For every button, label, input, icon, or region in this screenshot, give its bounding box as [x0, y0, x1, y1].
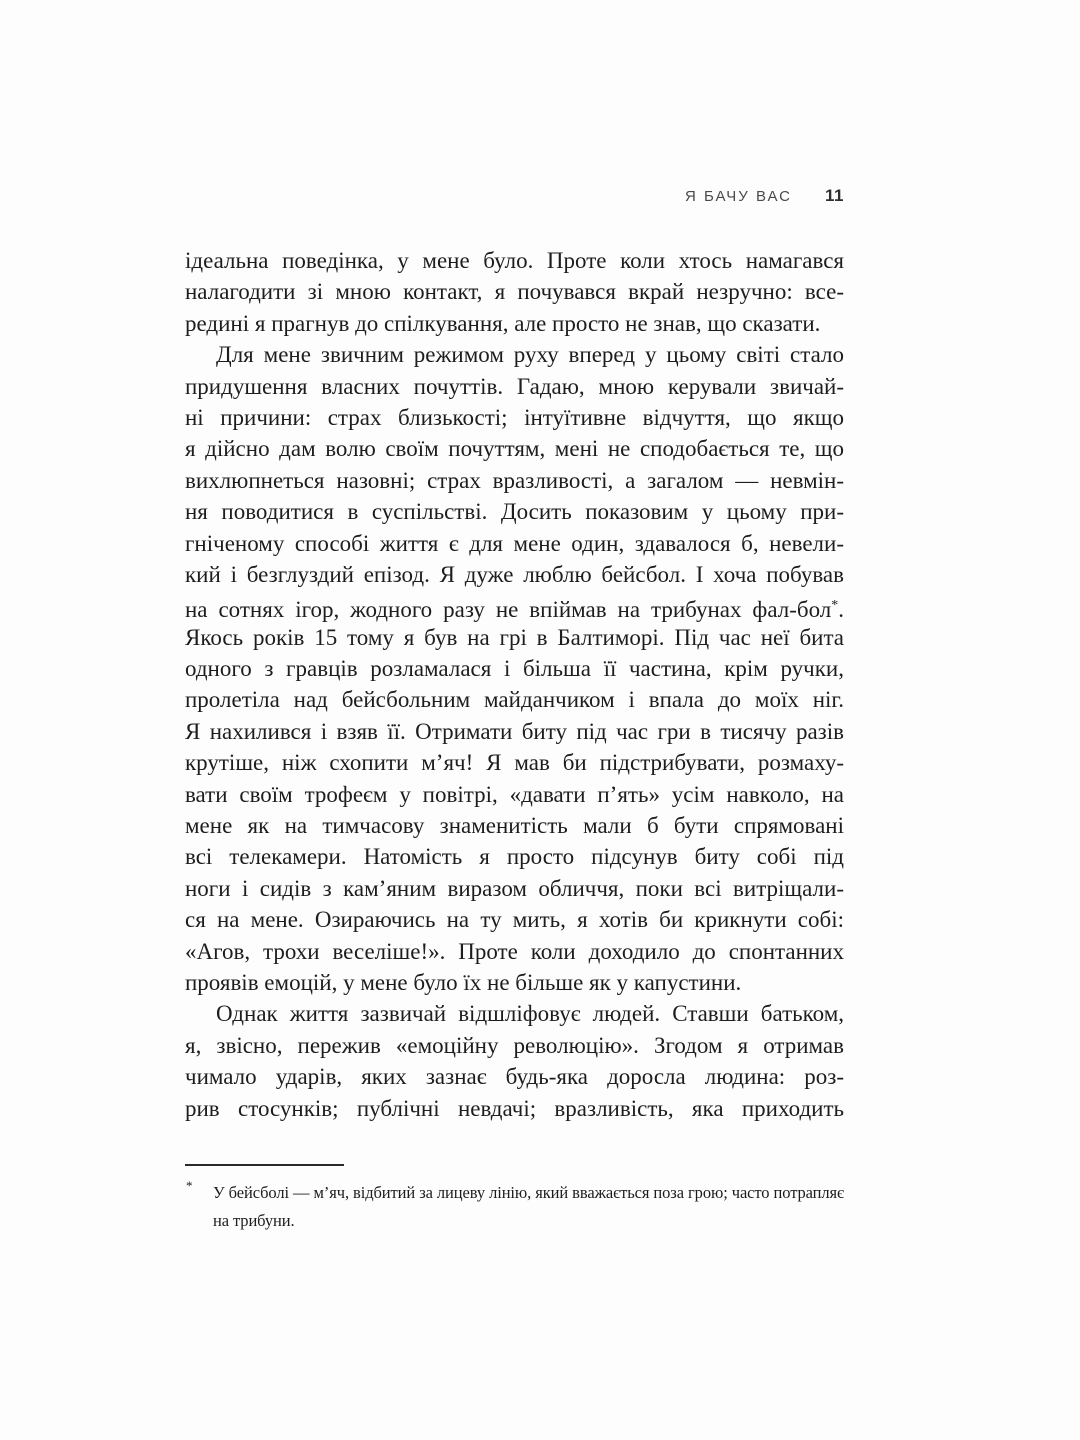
- text-segment: У бейсболі — м’яч, відбитий за лицеву лінію, який вважається поза грою; часто потрапляє: [213, 1182, 844, 1202]
- text-segment: рив стосунків; публічні невдачі; вразливість, яка приходить: [185, 1095, 844, 1121]
- text-line: [185, 747, 844, 778]
- text-line: [185, 371, 844, 402]
- text-line: [185, 904, 844, 935]
- text-segment: Однак життя зазвичай відшліфовує людей. Ставши батьком,: [216, 1001, 844, 1027]
- text-segment: пролетіла над бейсбольним майданчиком і впала до моїх ніг.: [185, 687, 844, 713]
- text-segment: крутіше, ніж схопити м’яч! Я мав би підстрибувати, розмаху-: [185, 750, 844, 776]
- text-segment: чимало ударів, яких зазнає будь-яка доросла людина: роз-: [185, 1064, 844, 1090]
- text-segment: ні причини: страх близькості; інтуїтивне відчуття, що якщо: [185, 404, 844, 430]
- text-line: [185, 433, 844, 464]
- text-segment: на трибуни.: [213, 1210, 295, 1230]
- text-segment: ідеальна поведінка, у мене було. Проте коли хтось намагався: [185, 248, 844, 273]
- text-segment: гніченому способі життя є для мене один, здавалося б, невели-: [185, 530, 844, 556]
- text-line: [213, 1207, 844, 1235]
- text-line: [185, 810, 844, 841]
- text-segment: я, звісно, пережив «емоційну революцію». Згодом я отримав: [185, 1032, 844, 1058]
- text-segment: ноги і сидів з кам’яним виразом обличчя, поки всі витріщали-: [185, 875, 844, 901]
- text-segment: на сотнях ігор, жодного разу не впіймав на трибунах фал-бол: [185, 597, 832, 622]
- text-line: [185, 653, 844, 684]
- paragraph: [185, 339, 844, 998]
- text-line: [185, 841, 844, 872]
- text-segment: вати своїм трофеєм у повітрі, «давати п’ять» усім навколо, на: [185, 781, 844, 807]
- text-line: [185, 936, 844, 967]
- text-line: [185, 873, 844, 904]
- text-line: [185, 559, 844, 590]
- text-line: [185, 496, 844, 527]
- text-segment: .: [838, 597, 844, 622]
- text-line: [185, 1030, 844, 1061]
- text-segment: Для мене звичним режимом руху вперед у цьому світі стало: [216, 342, 844, 368]
- text-segment: кий і безглуздий епізод. Я дуже люблю бейсбол. І хоча побував: [185, 561, 844, 587]
- text-line: [185, 622, 844, 653]
- text-line: [185, 1061, 844, 1092]
- text-line: [185, 684, 844, 715]
- running-title: Я БАЧУ ВАС: [684, 188, 793, 205]
- text-line: [185, 308, 844, 339]
- text-segment: налагодити зі мною контакт, я почувався вкрай незручно: все-: [185, 279, 844, 305]
- text-line: [185, 967, 844, 998]
- text-line: [185, 465, 844, 496]
- text-segment: всі телекамери. Натомість я просто підсунув биту собі під: [185, 844, 844, 870]
- text-segment: я дійсно дам волю своїм почуттям, мені не сподобається те, що: [185, 436, 844, 462]
- text-segment: проявів емоцій, у мене було їх не більше як у капустини.: [185, 969, 742, 995]
- paragraph: [185, 245, 844, 339]
- text-segment: Я нахилився і взяв її. Отримати биту під час гри в тисячу разів: [185, 718, 844, 744]
- text-segment: «Агов, трохи веселіше!». Проте коли доходило до спонтанних: [185, 938, 844, 964]
- text-line: [185, 779, 844, 810]
- paragraph: [185, 998, 844, 1124]
- text-line: [185, 528, 844, 559]
- text-segment: мене як на тимчасову знаменитість мали б бути спрямовані: [185, 813, 844, 839]
- text-segment: одного з гравців розламалася і більша її частина, крім ручки,: [185, 656, 844, 682]
- footnote: [185, 1179, 844, 1235]
- text-segment: придушення власних почуттів. Гадаю, мною керували звичай-: [185, 373, 844, 399]
- text-segment: вихлюпнеться назовні; страх вразливості, а загалом — невмін-: [185, 467, 844, 493]
- footnote-separator: [185, 1164, 344, 1166]
- text-line: [185, 716, 844, 747]
- text-segment: Якось років 15 тому я був на грі в Балтиморі. Під час неї бита: [185, 624, 844, 650]
- text-segment: редині я прагнув до спілкування, але просто не знав, що сказати.: [185, 310, 821, 336]
- text-line: [185, 245, 844, 276]
- footnote-reference-mark: *: [831, 598, 839, 614]
- page-header: [185, 186, 844, 206]
- footnote-marker: *: [186, 1177, 193, 1193]
- body-text: [185, 245, 844, 1124]
- text-line: [185, 276, 844, 307]
- text-segment: ся на мене. Озираючись на ту мить, я хотів би крикнути собі:: [185, 907, 844, 933]
- text-line: [185, 402, 844, 433]
- text-line: [213, 1179, 844, 1207]
- text-line: [185, 998, 844, 1029]
- text-line: [185, 339, 844, 370]
- text-line: [185, 1093, 844, 1124]
- text-line: [185, 590, 844, 621]
- page-number: 11: [825, 186, 844, 205]
- footnote-lines: [213, 1179, 844, 1235]
- text-segment: ня поводитися в суспільстві. Досить показовим у цьому при-: [185, 499, 844, 525]
